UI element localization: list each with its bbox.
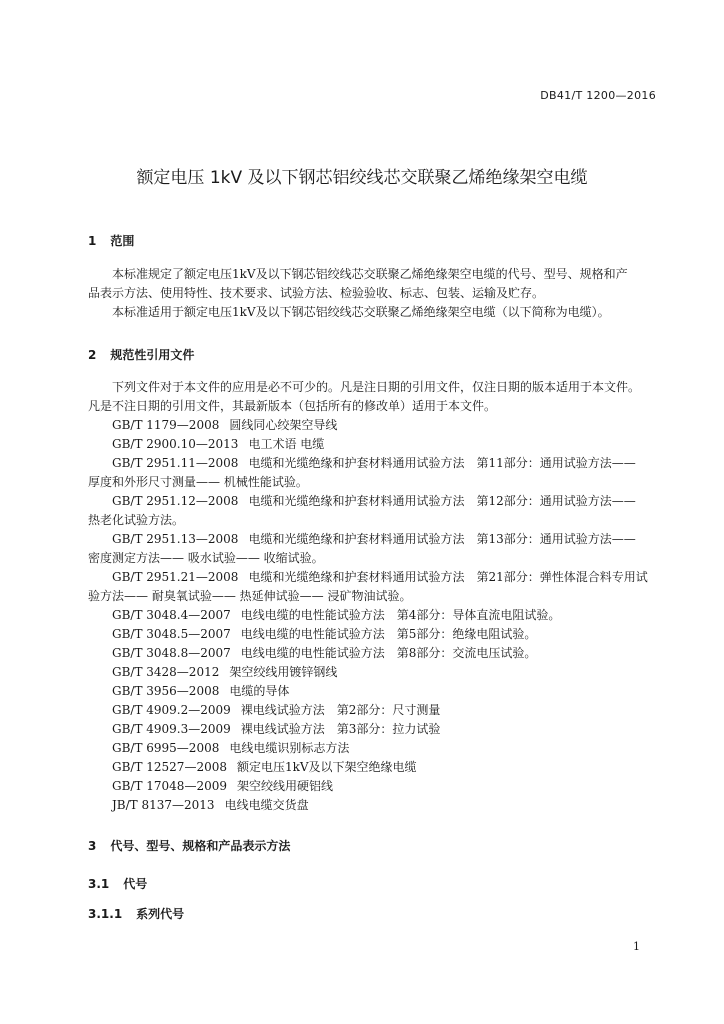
reference-item	[88, 435, 660, 454]
intro-line: 下列文件对于本文件的应用是必不可少的。凡是注日期的引用文件，仅注日期的版本适用于本文件。	[112, 380, 641, 394]
document-title: 额定电压 1kV 及以下钢芯铝绞线芯交联聚乙烯绝缘架空电缆	[136, 168, 588, 188]
reference-code: GB/T 1179—2008	[112, 418, 220, 432]
reference-item	[88, 720, 660, 739]
reference-title-cont: 热老化试验方法。	[88, 513, 185, 527]
reference-item	[88, 606, 660, 625]
reference-item	[88, 701, 660, 720]
scope-line: 本标准规定了额定电压1kV及以下钢芯铝绞线芯交联聚乙烯绝缘架空电缆的代号、型号、规格和产	[112, 267, 628, 281]
scope-paragraph-1-cont	[88, 284, 660, 303]
reference-title: 裸电线试验方法 第3部分：拉力试验	[240, 722, 441, 736]
reference-code: GB/T 17048—2009	[112, 779, 227, 793]
section-title: 代号	[123, 877, 148, 891]
reference-item	[88, 644, 660, 663]
reference-code: GB/T 3048.5—2007	[112, 627, 231, 641]
reference-title: 裸电线试验方法 第2部分：尺寸测量	[240, 703, 441, 717]
reference-item-cont	[88, 549, 660, 568]
normative-intro	[88, 378, 658, 397]
section-heading-codes	[88, 875, 147, 892]
section-number: 3.1	[88, 877, 110, 891]
reference-title: 电缆和光缆绝缘和护套材料通用试验方法 第12部分：通用试验方法——	[248, 494, 636, 508]
section-title: 范围	[110, 234, 135, 248]
reference-item	[88, 454, 660, 473]
reference-title: 额定电压1kV及以下架空绝缘电缆	[236, 760, 417, 774]
reference-code: GB/T 12527—2008	[112, 760, 227, 774]
reference-title: 电缆和光缆绝缘和护套材料通用试验方法 第21部分：弹性体混合料专用试	[248, 570, 648, 584]
section-number: 3.1.1	[88, 907, 123, 921]
reference-title: 架空绞线用镀锌钢线	[229, 665, 338, 679]
reference-code: GB/T 2900.10—2013	[112, 437, 239, 451]
reference-item	[88, 492, 660, 511]
section-title: 代号、型号、规格和产品表示方法	[110, 839, 291, 853]
reference-title: 电工术语 电缆	[248, 437, 325, 451]
scope-paragraph-2	[88, 303, 658, 322]
reference-code: GB/T 6995—2008	[112, 741, 220, 755]
reference-item	[88, 758, 660, 777]
reference-title: 电缆的导体	[229, 684, 290, 698]
reference-title-cont: 厚度和外形尺寸测量—— 机械性能试验。	[88, 475, 308, 489]
reference-title: 电线电缆的电性能试验方法 第4部分：导体直流电阻试验。	[240, 608, 561, 622]
section-title: 规范性引用文件	[110, 348, 195, 362]
reference-item-cont	[88, 473, 660, 492]
reference-title: 电线电缆识别标志方法	[229, 741, 350, 755]
reference-code: GB/T 3048.8—2007	[112, 646, 231, 660]
reference-code: GB/T 2951.21—2008	[112, 570, 239, 584]
section-title: 系列代号	[136, 907, 185, 921]
reference-title: 电缆和光缆绝缘和护套材料通用试验方法 第13部分：通用试验方法——	[248, 532, 636, 546]
reference-title: 电线电缆交货盘	[224, 798, 309, 812]
reference-code: GB/T 2951.12—2008	[112, 494, 239, 508]
section-heading-normative-references	[88, 346, 194, 363]
section-number: 3	[88, 839, 97, 853]
section-heading-series-codes	[88, 905, 184, 922]
reference-code: GB/T 4909.3—2009	[112, 722, 231, 736]
reference-code: JB/T 8137—2013	[112, 798, 215, 812]
reference-title-cont: 验方法—— 耐臭氧试验—— 热延伸试验—— 浸矿物油试验。	[88, 589, 412, 603]
reference-item	[88, 625, 660, 644]
reference-code: GB/T 2951.13—2008	[112, 532, 239, 546]
intro-line: 凡是不注日期的引用文件，其最新版本（包括所有的修改单）适用于本文件。	[88, 399, 497, 413]
reference-code: GB/T 3956—2008	[112, 684, 220, 698]
page-number: 1	[633, 940, 640, 953]
reference-item-cont	[88, 587, 660, 606]
reference-title: 圆线同心绞架空导线	[229, 418, 338, 432]
reference-item	[88, 663, 660, 682]
normative-intro-cont	[88, 397, 660, 416]
reference-item-cont	[88, 511, 660, 530]
reference-item	[88, 416, 660, 435]
reference-code: GB/T 3048.4—2007	[112, 608, 231, 622]
reference-item	[88, 530, 660, 549]
reference-item	[88, 796, 660, 815]
reference-item	[88, 739, 660, 758]
section-number: 2	[88, 348, 97, 362]
scope-line: 品表示方法、使用特性、技术要求、试验方法、检验验收、标志、包装、运输及贮存。	[88, 286, 545, 300]
reference-item	[88, 682, 660, 701]
section-number: 1	[88, 234, 97, 248]
reference-title-cont: 密度测定方法—— 吸水试验—— 收缩试验。	[88, 551, 324, 565]
scope-line: 本标准适用于额定电压1kV及以下钢芯铝绞线芯交联聚乙烯绝缘架空电缆（以下简称为电缆）。	[112, 305, 610, 319]
reference-item	[88, 777, 660, 796]
reference-title: 电缆和光缆绝缘和护套材料通用试验方法 第11部分：通用试验方法——	[248, 456, 636, 470]
reference-title: 电线电缆的电性能试验方法 第8部分：交流电压试验。	[240, 646, 537, 660]
section-heading-scope	[88, 232, 134, 249]
standard-code: DB41/T 1200—2016	[540, 89, 656, 102]
section-heading-codes-types	[88, 837, 290, 854]
reference-title: 架空绞线用硬铝线	[236, 779, 333, 793]
scope-paragraph-1	[88, 265, 658, 284]
reference-code: GB/T 2951.11—2008	[112, 456, 239, 470]
reference-item	[88, 568, 660, 587]
reference-title: 电线电缆的电性能试验方法 第5部分：绝缘电阻试验。	[240, 627, 537, 641]
reference-code: GB/T 4909.2—2009	[112, 703, 231, 717]
reference-code: GB/T 3428—2012	[112, 665, 220, 679]
